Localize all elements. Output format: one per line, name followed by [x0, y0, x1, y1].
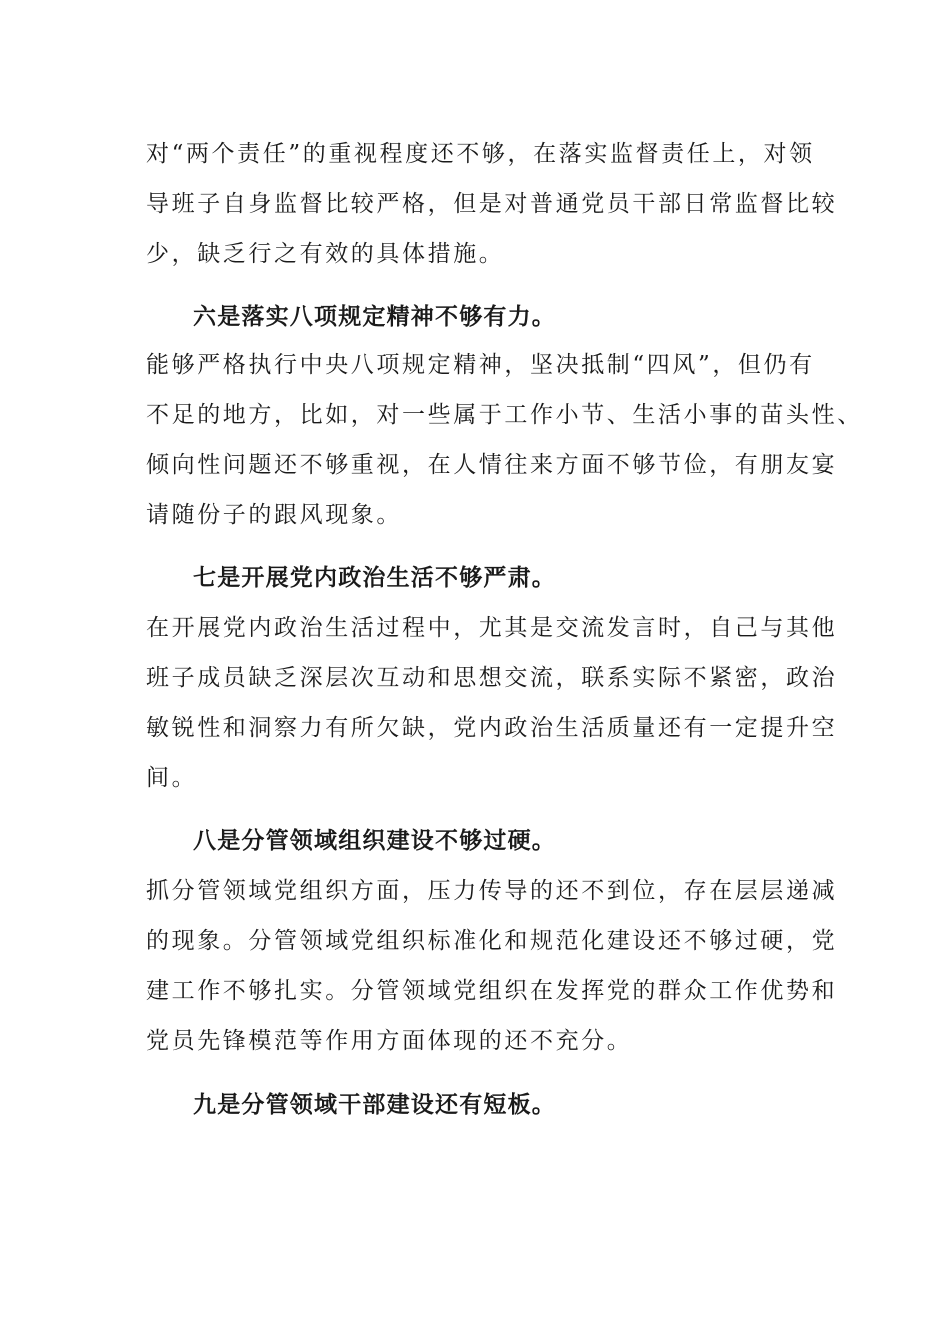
paragraph-line: 能够严格执行中央八项规定精神，坚决抵制“四风”，但仍有: [146, 352, 815, 378]
paragraph-line: 建工作不够扎实。分管领域党组织在发挥党的群众工作优势和: [146, 978, 838, 1004]
paragraph-line: 少，缺乏行之有效的具体措施。: [146, 241, 505, 267]
paragraph-line: 的现象。分管领域党组织标准化和规范化建设还不够过硬，党: [146, 928, 838, 954]
paragraph-line: 党员先锋模范等作用方面体现的还不充分。: [146, 1028, 633, 1054]
section-heading-9: 九是分管领域干部建设还有短板。: [193, 1092, 556, 1118]
paragraph-line: 间。: [146, 765, 198, 791]
section-heading-7: 七是开展党内政治生活不够严肃。: [193, 565, 556, 591]
paragraph-line: 请随份子的跟风现象。: [146, 502, 402, 528]
section-heading-8: 八是分管领域组织建设不够过硬。: [193, 828, 556, 854]
paragraph-line: 倾向性问题还不够重视，在人情往来方面不够节俭，有朋友宴: [146, 452, 838, 478]
paragraph-line: 抓分管领域党组织方面，压力传导的还不到位，存在层层递减: [146, 878, 838, 904]
paragraph-line: 对“两个责任”的重视程度还不够，在落实监督责任上，对领: [146, 141, 815, 167]
paragraph-line: 导班子自身监督比较严格，但是对普通党员干部日常监督比较: [146, 191, 838, 217]
paragraph-line: 敏锐性和洞察力有所欠缺，党内政治生活质量还有一定提升空: [146, 715, 838, 741]
section-heading-6: 六是落实八项规定精神不够有力。: [193, 304, 556, 330]
paragraph-line: 不足的地方，比如，对一些属于工作小节、生活小事的苗头性、: [146, 402, 863, 428]
paragraph-line: 在开展党内政治生活过程中，尤其是交流发言时，自己与其他: [146, 615, 838, 641]
paragraph-line: 班子成员缺乏深层次互动和思想交流，联系实际不紧密，政治: [146, 665, 838, 691]
